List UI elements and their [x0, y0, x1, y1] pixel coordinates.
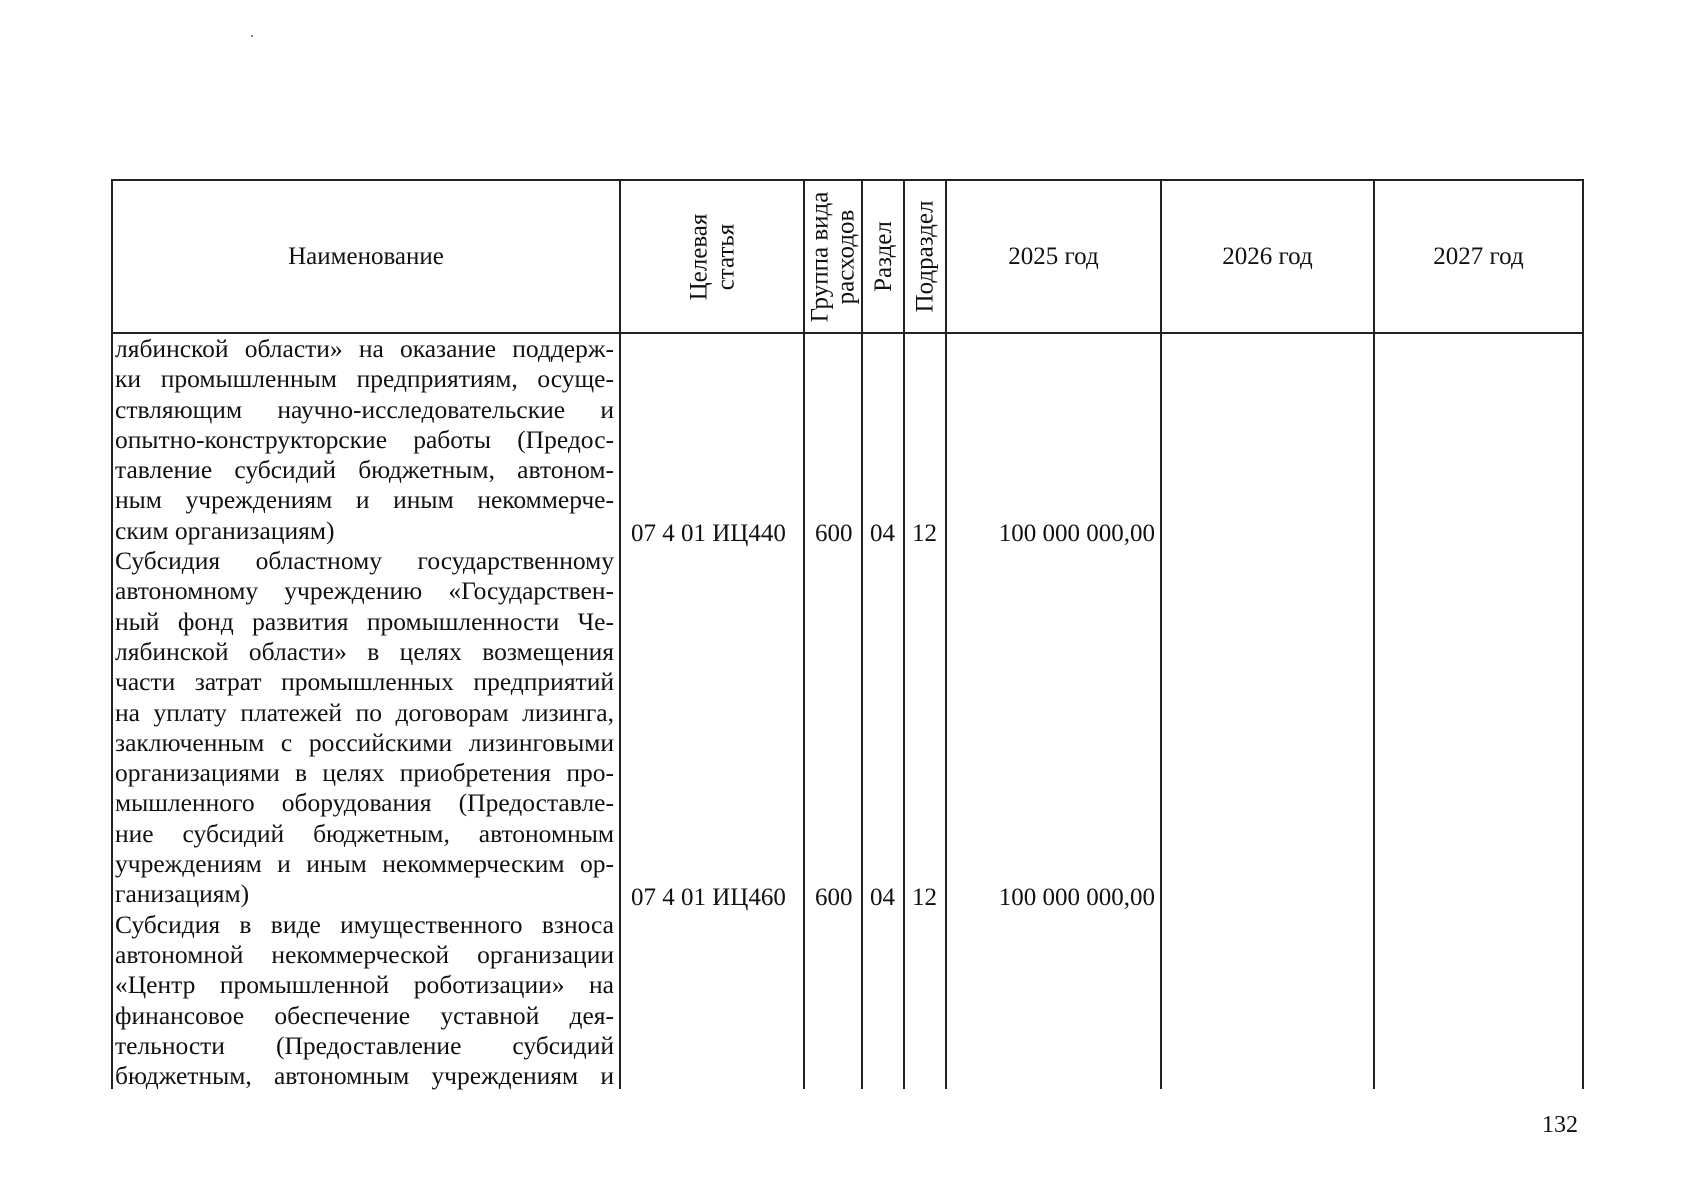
name-line: учреждениям и иным некоммерческим ор- — [115, 849, 614, 879]
row2-subsection: 12 — [912, 884, 937, 911]
row2-target: 07 4 01 ИЦ460 — [631, 884, 786, 911]
header-subsection — [905, 181, 945, 332]
name-line: лябинской области» на оказание поддерж- — [115, 334, 614, 363]
row2-section: 04 — [870, 884, 895, 911]
header-target-line2: статья — [711, 223, 739, 290]
name-line: бюджетным, автономным учреждениям и — [115, 1061, 614, 1091]
name-line: опытно-конструкторские работы (Предос- — [115, 424, 614, 454]
name-line: мышленного оборудования (Предоставле- — [115, 788, 614, 818]
name-line: лябинской области» в целях возмещения — [115, 636, 614, 666]
name-line: ным учреждениям и иным некоммерче- — [115, 485, 614, 515]
header-2027 — [1375, 181, 1582, 332]
header-group-line2: расходов — [832, 209, 859, 304]
row1-group: 600 — [815, 520, 853, 547]
header-2026 — [1162, 181, 1373, 332]
page-number: 132 — [1542, 1112, 1578, 1138]
name-line: Субсидия областному государственному — [115, 546, 614, 576]
name-line: ствляющим научно-исследовательские и — [115, 394, 614, 424]
name-line: тавление субсидий бюджетным, автоном- — [115, 455, 614, 485]
name-line: ским организациям) — [115, 515, 335, 545]
scan-speck — [251, 35, 253, 37]
name-line: на уплату платежей по договорам лизинга, — [115, 697, 614, 727]
header-group-label — [807, 191, 859, 322]
name-line: финансовое обеспечение уставной дея- — [115, 1000, 614, 1030]
name-line: ганизациям) — [115, 879, 250, 909]
header-group — [805, 181, 861, 332]
name-line: Субсидия в виде имущественного взноса — [115, 909, 614, 939]
header-2025 — [947, 181, 1160, 332]
header-name — [113, 181, 619, 332]
header-target-label — [685, 213, 739, 300]
name-line: тельности (Предоставление субсидий — [115, 1030, 614, 1060]
header-name-label: Наименование — [288, 242, 444, 270]
row1-2025: 100 000 000,00 — [998, 520, 1155, 547]
name-line: ный фонд развития промышленности Че- — [115, 606, 614, 636]
name-line: «Центр промышленной роботизации» на — [115, 970, 614, 1000]
header-target — [621, 181, 803, 332]
header-2026-label: 2026 год — [1222, 242, 1313, 270]
header-section — [863, 181, 903, 332]
row2-group: 600 — [815, 884, 853, 911]
header-subsection-label: Подраздел — [911, 200, 939, 313]
name-line: ние субсидий бюджетным, автономным — [115, 818, 614, 848]
name-line: автономной некоммерческой организации — [115, 939, 614, 969]
row1-subsection: 12 — [912, 520, 937, 547]
row1-target: 07 4 01 ИЦ440 — [631, 520, 786, 547]
name-line: заключенным с российскими лизинговыми — [115, 727, 614, 757]
name-line: части затрат промышленных предприятий — [115, 667, 614, 697]
header-target-line1: Целевая — [684, 213, 712, 300]
name-line: ки промышленным предприятиям, осуще- — [115, 364, 614, 394]
budget-table — [111, 179, 1584, 1089]
header-2025-label: 2025 год — [1008, 242, 1099, 270]
row2-2025: 100 000 000,00 — [998, 884, 1155, 911]
row1-section: 04 — [870, 520, 895, 547]
name-cell — [115, 334, 614, 1091]
name-line: автономному учреждению «Государствен- — [115, 576, 614, 606]
name-line: организациями в целях приобретения про- — [115, 758, 614, 788]
header-2027-label: 2027 год — [1433, 242, 1524, 270]
header-group-line1: Группа вида — [806, 191, 833, 322]
header-section-label: Раздел — [869, 221, 897, 292]
